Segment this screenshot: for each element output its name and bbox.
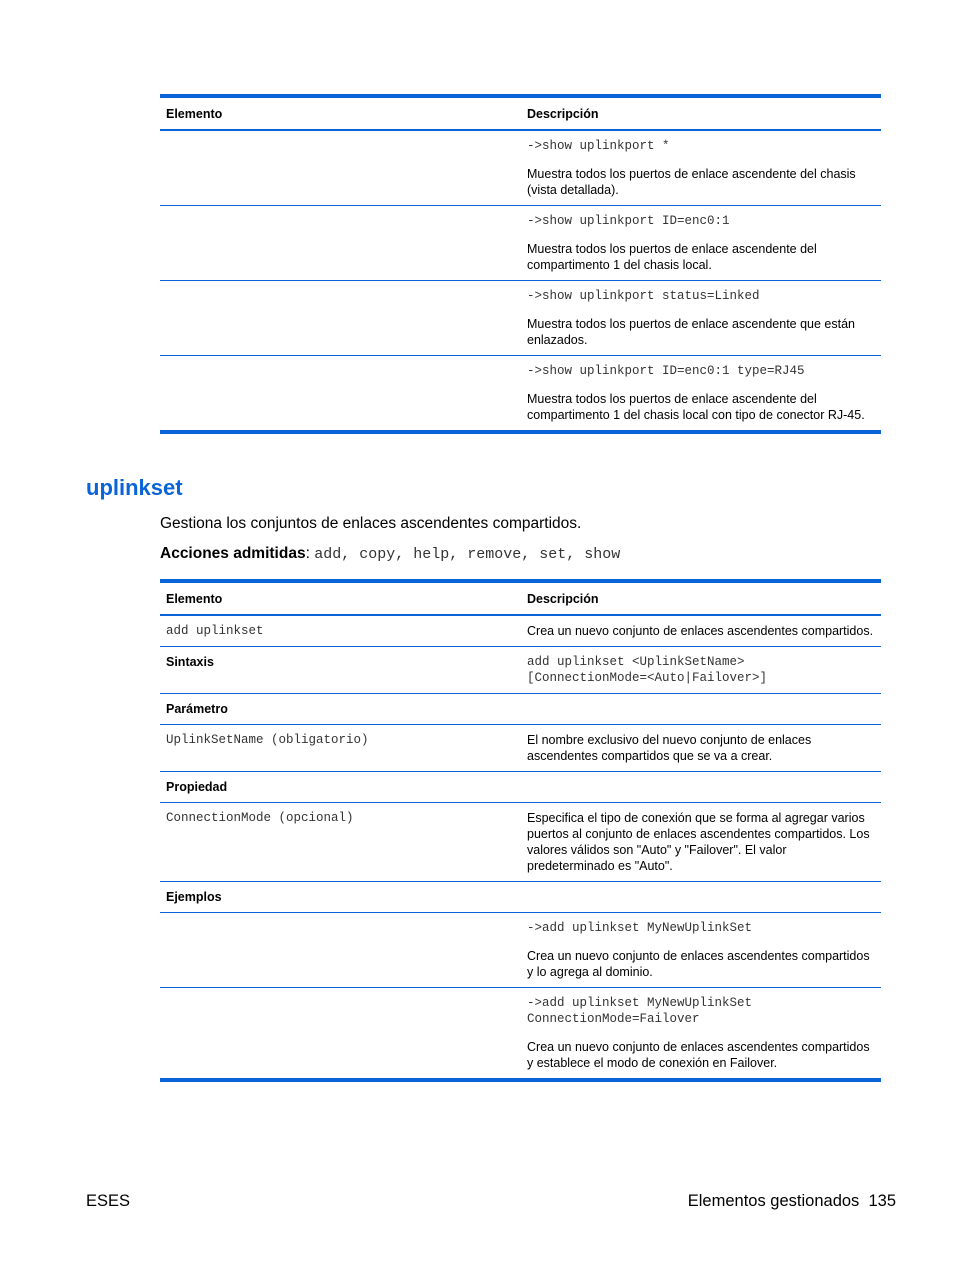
syntax-line-2: [ConnectionMode=<Auto|Failover>] bbox=[527, 671, 768, 685]
actions-label: Acciones admitidas bbox=[160, 545, 306, 562]
uplinkset-table bbox=[160, 579, 881, 1082]
example-command: ->show uplinkport * bbox=[527, 139, 670, 153]
table-row bbox=[160, 988, 881, 1081]
table-row bbox=[160, 281, 881, 356]
command-description: Crea un nuevo conjunto de enlaces ascendentes compartidos. bbox=[527, 624, 874, 638]
command-name: add uplinkset bbox=[166, 624, 264, 638]
example-command: ->show uplinkport status=Linked bbox=[527, 289, 760, 303]
header-elemento: Elemento bbox=[166, 107, 223, 121]
example-command: ->show uplinkport ID=enc0:1 bbox=[527, 214, 730, 228]
table-row bbox=[160, 882, 881, 913]
examples-label: Ejemplos bbox=[166, 890, 222, 904]
syntax-line-1: add uplinkset <UplinkSetName> bbox=[527, 655, 745, 669]
table-header-row bbox=[160, 96, 881, 130]
parameter-label: Parámetro bbox=[166, 702, 228, 716]
section-title: uplinkset bbox=[86, 475, 183, 500]
actions-value: add, copy, help, remove, set, show bbox=[314, 546, 621, 563]
syntax-label: Sintaxis bbox=[166, 655, 214, 669]
footer-chapter-title: Elementos gestionados bbox=[687, 1192, 860, 1210]
show-uplinkport-examples-table bbox=[160, 94, 881, 434]
parameter-name: UplinkSetName (obligatorio) bbox=[166, 733, 369, 747]
example-command: ->show uplinkport ID=enc0:1 type=RJ45 bbox=[527, 364, 805, 378]
example-description: Muestra todos los puertos de enlace ascendente que están enlazados. bbox=[527, 317, 855, 347]
footer-chapter bbox=[688, 1192, 896, 1211]
supported-actions bbox=[160, 545, 620, 563]
table-row bbox=[160, 694, 881, 725]
table-row bbox=[160, 615, 881, 647]
table-row bbox=[160, 130, 881, 206]
table-header-row bbox=[160, 581, 881, 615]
example-description: Crea un nuevo conjunto de enlaces ascendentes compartidos y lo agrega al dominio. bbox=[527, 949, 870, 979]
header-descripcion: Descripción bbox=[527, 107, 599, 121]
table-row bbox=[160, 913, 881, 988]
example-description: Muestra todos los puertos de enlace ascendente del compartimento 1 del chasis local con tipo de conector RJ-45. bbox=[527, 392, 865, 422]
actions-separator: : bbox=[305, 545, 315, 562]
table-row bbox=[160, 725, 881, 772]
parameter-description: El nombre exclusivo del nuevo conjunto de enlaces ascendentes compartidos que se va a crear. bbox=[527, 733, 812, 763]
example-command-line-1: ->add uplinkset MyNewUplinkSet bbox=[527, 996, 753, 1010]
footer-locale: ESES bbox=[86, 1192, 131, 1210]
table-row bbox=[160, 647, 881, 694]
example-description: Crea un nuevo conjunto de enlaces ascendentes compartidos y establece el modo de conexión en Failover. bbox=[527, 1040, 870, 1070]
example-command: ->add uplinkset MyNewUplinkSet bbox=[527, 921, 753, 935]
table-row bbox=[160, 356, 881, 433]
section-intro: Gestiona los conjuntos de enlaces ascendentes compartidos. bbox=[160, 515, 582, 532]
example-description: Muestra todos los puertos de enlace ascendente del compartimento 1 del chasis local. bbox=[527, 242, 817, 272]
table-row bbox=[160, 803, 881, 882]
example-command-line-2: ConnectionMode=Failover bbox=[527, 1012, 700, 1026]
property-name: ConnectionMode (opcional) bbox=[166, 811, 354, 825]
example-description: Muestra todos los puertos de enlace ascendente del chasis (vista detallada). bbox=[527, 167, 856, 197]
table-row bbox=[160, 772, 881, 803]
page-number: 135 bbox=[868, 1192, 896, 1210]
header-descripcion: Descripción bbox=[527, 592, 599, 606]
property-description: Especifica el tipo de conexión que se forma al agregar varios puertos al conjunto de enlaces ascendentes compartidos. Los valores válidos son "Auto" y "Failover". El valor predeterminado es "Auto". bbox=[527, 811, 870, 873]
table-row bbox=[160, 206, 881, 281]
property-label: Propiedad bbox=[166, 780, 228, 794]
header-elemento: Elemento bbox=[166, 592, 223, 606]
